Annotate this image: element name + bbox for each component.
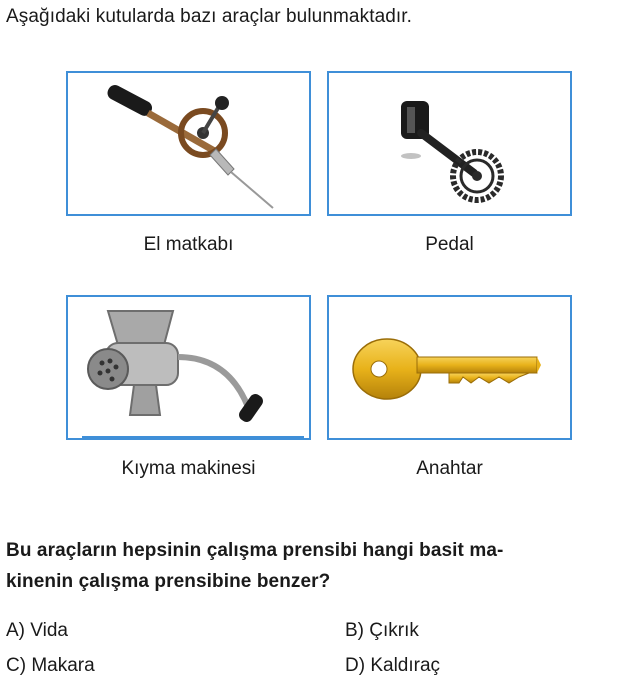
option-c[interactable]: C) Makara — [6, 655, 95, 676]
tool-label-key: Anahtar — [416, 458, 483, 479]
key-icon — [329, 297, 570, 438]
tool-label-pedal: Pedal — [425, 234, 474, 255]
question-line-2: kinenin çalışma prensibine benzer? — [6, 571, 331, 592]
option-d[interactable]: D) Kaldıraç — [345, 655, 441, 676]
tool-box-meat-grinder — [66, 295, 311, 440]
meat-grinder-icon — [68, 297, 309, 438]
tool-box-key — [327, 295, 572, 440]
tool-label-hand-drill: El matkabı — [143, 234, 234, 255]
intro-text: Aşağıdaki kutularda bazı araçlar bulunmaktadır. — [6, 6, 413, 27]
tool-label-meat-grinder: Kıyma makinesi — [121, 458, 256, 479]
tool-box-pedal — [327, 71, 572, 216]
bicycle-pedal-icon — [329, 73, 570, 214]
hand-drill-icon — [68, 73, 309, 214]
option-b[interactable]: B) Çıkrık — [345, 620, 419, 641]
question-line-1: Bu araçların hepsinin çalışma prensibi hangi basit ma- — [6, 540, 504, 561]
option-a[interactable]: A) Vida — [6, 620, 68, 641]
tool-box-hand-drill — [66, 71, 311, 216]
question-text — [6, 535, 636, 597]
